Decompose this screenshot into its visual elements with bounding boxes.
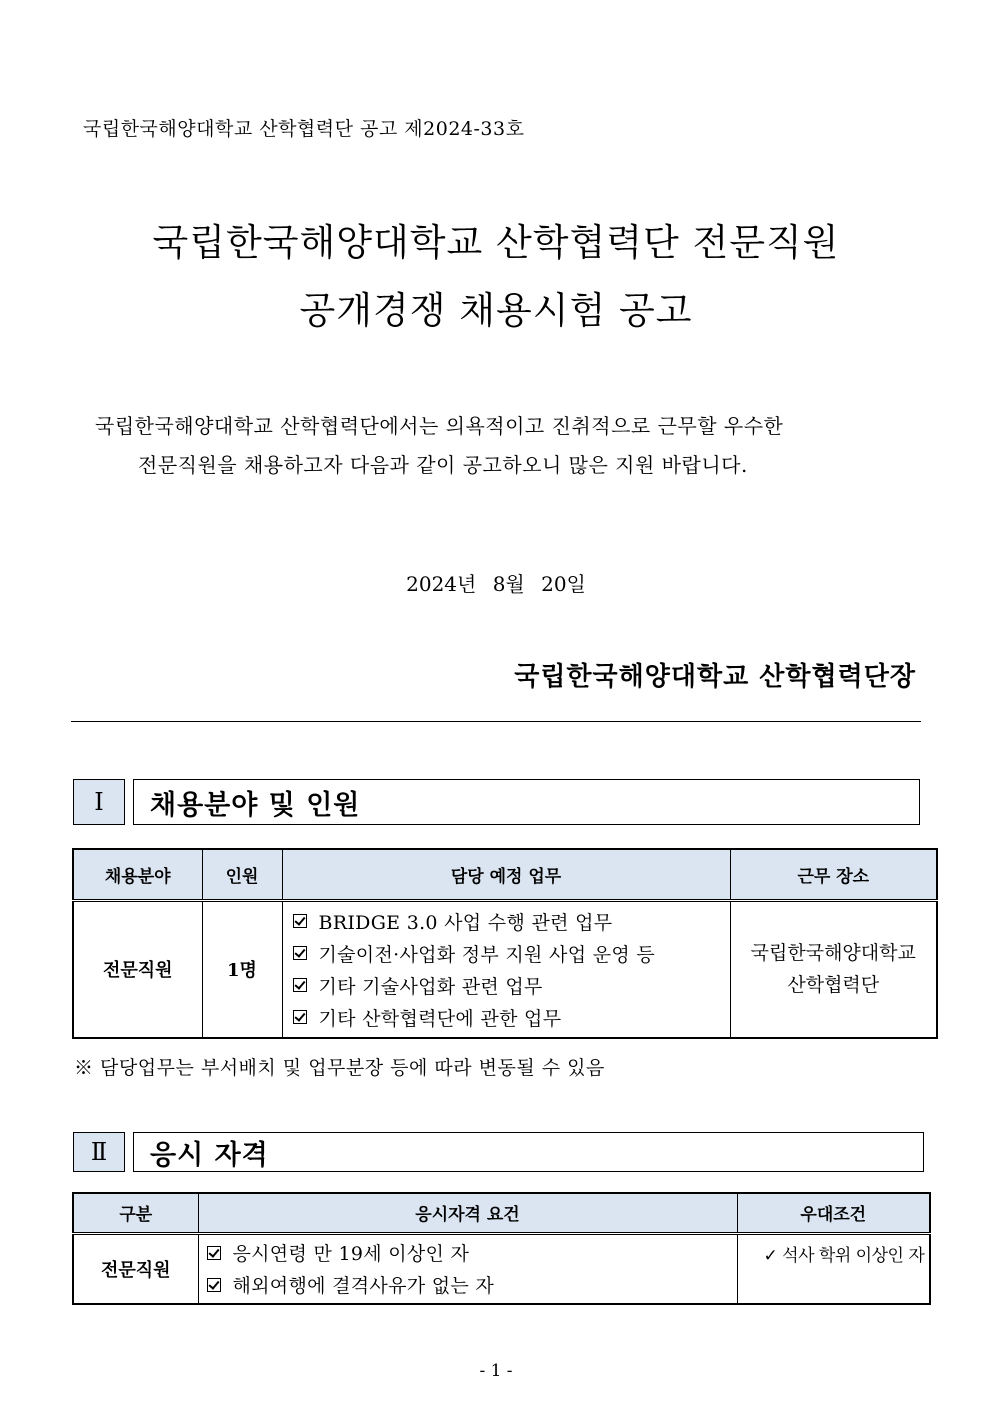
section2-title: 응시 자격 — [133, 1132, 924, 1172]
header-location: 근무 장소 — [730, 849, 937, 900]
intro-line2: 전문직원을 채용하고자 다음과 같이 공고하오니 많은 지원 바랍니다. — [138, 453, 748, 477]
table-header-row — [73, 849, 937, 900]
intro-line1: 국립한국해양대학교 산학협력단에서는 의욕적이고 진취적으로 근무할 우수한 — [95, 414, 784, 438]
section2-table — [72, 1192, 931, 1305]
table-row — [73, 900, 937, 1038]
table-header-row — [73, 1193, 930, 1233]
duty-text: 기타 산학협력단에 관한 업무 — [318, 1007, 562, 1030]
location-line2: 산학협력단 — [787, 974, 880, 997]
duty-text: 기타 기술사업화 관련 업무 — [318, 975, 543, 998]
checkbox-icon — [293, 914, 307, 928]
checkbox-icon — [207, 1278, 221, 1292]
duty-change-note: ※ 담당업무는 부서배치 및 업무분장 등에 따라 변동될 수 있음 — [74, 1057, 605, 1079]
list-item — [293, 937, 730, 969]
header-category: 구분 — [73, 1193, 198, 1233]
requirement-text: 해외여행에 결격사유가 없는 자 — [232, 1275, 495, 1298]
duty-text: 기술이전·사업화 정부 지원 사업 운영 등 — [318, 943, 656, 966]
list-item — [207, 1269, 737, 1301]
table-row — [73, 1233, 930, 1304]
section1-table — [72, 848, 938, 1039]
divider — [71, 721, 921, 722]
header-requirements: 응시자격 요건 — [198, 1193, 737, 1233]
list-item — [293, 905, 730, 937]
header-count: 인원 — [202, 849, 282, 900]
header-duties: 담당 예정 업무 — [282, 849, 730, 900]
field-cell: 전문직원 — [73, 900, 202, 1038]
checkbox-icon — [207, 1246, 221, 1260]
header-preference: 우대조건 — [737, 1193, 930, 1233]
count-cell: 1명 — [202, 900, 282, 1038]
checkbox-icon — [293, 946, 307, 960]
page-title-line1: 국립한국해양대학교 산학협력단 전문직원 — [152, 221, 840, 264]
issuer-signature: 국립한국해양대학교 산학협력단장 — [514, 662, 916, 692]
page-number: - 1 - — [479, 1361, 513, 1381]
duties-cell — [282, 900, 730, 1038]
notice-number: 국립한국해양대학교 산학협력단 공고 제2024-33호 — [83, 118, 525, 140]
location-line1: 국립한국해양대학교 — [750, 942, 916, 965]
requirements-cell — [198, 1233, 737, 1304]
requirement-text: 응시연령 만 19세 이상인 자 — [232, 1243, 470, 1266]
checkbox-icon — [293, 1010, 307, 1024]
announcement-date: 2024년 8월 20일 — [406, 572, 586, 596]
duty-text: BRIDGE 3.0 사업 수행 관련 업무 — [318, 911, 613, 934]
section2-number: Ⅱ — [73, 1132, 125, 1172]
page-title-line2: 공개경쟁 채용시험 공고 — [299, 289, 693, 332]
checkbox-icon — [293, 978, 307, 992]
location-cell — [730, 900, 937, 1038]
list-item — [207, 1237, 737, 1269]
list-item — [293, 1001, 730, 1033]
section1-title: 채용분야 및 인원 — [133, 779, 920, 825]
header-field: 채용분야 — [73, 849, 202, 900]
section1-number: Ⅰ — [73, 779, 125, 825]
category-cell: 전문직원 — [73, 1233, 198, 1304]
list-item — [293, 969, 730, 1001]
preference-cell: ✓ 석사 학위 이상인 자 — [737, 1233, 930, 1304]
